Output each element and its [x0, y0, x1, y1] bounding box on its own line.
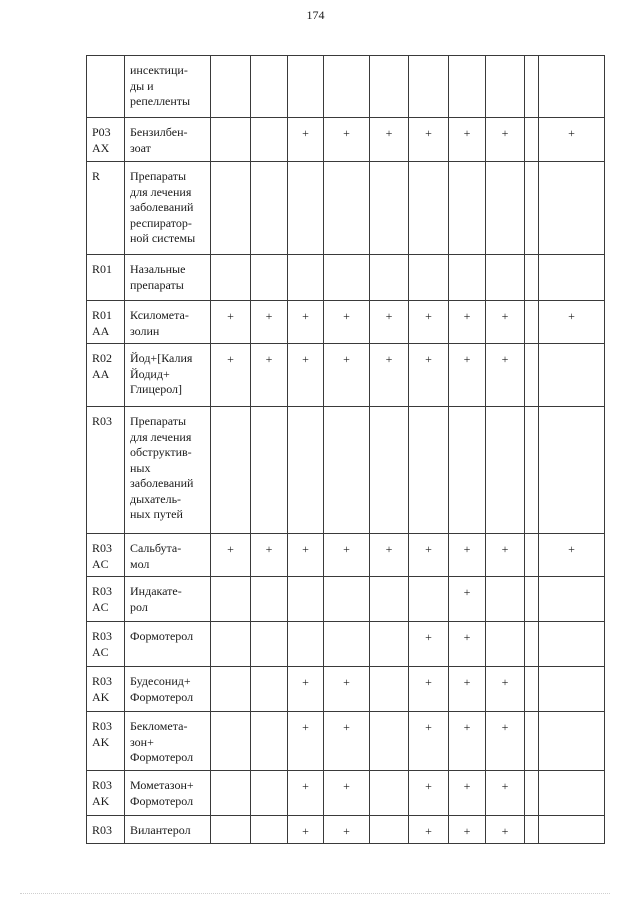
mark-cell: + [288, 667, 324, 712]
mark-cell [525, 56, 539, 118]
table-row [87, 667, 605, 712]
mark-cell: + [324, 344, 370, 407]
mark-cell: + [486, 771, 525, 816]
mark-cell: + [486, 344, 525, 407]
mark-cell [486, 577, 525, 622]
mark-cell: + [409, 622, 449, 667]
atc-code-cell: R03 AK [87, 667, 125, 712]
mark-cell [251, 816, 288, 844]
table-row [87, 56, 605, 118]
mark-cell [324, 407, 370, 534]
mark-cell [525, 577, 539, 622]
mark-cell [525, 118, 539, 162]
table-row [87, 534, 605, 577]
table-row [87, 577, 605, 622]
scan-artifact-line [20, 893, 610, 894]
mark-cell: + [211, 534, 251, 577]
mark-cell [486, 162, 525, 255]
mark-cell [251, 118, 288, 162]
mark-cell [288, 407, 324, 534]
atc-code-cell: P03 AX [87, 118, 125, 162]
mark-cell: + [409, 816, 449, 844]
mark-cell: + [449, 301, 486, 344]
mark-cell: + [251, 344, 288, 407]
mark-cell [211, 816, 251, 844]
atc-code-cell: R01 AA [87, 301, 125, 344]
mark-cell [370, 667, 409, 712]
mark-cell [539, 344, 605, 407]
mark-cell: + [211, 344, 251, 407]
mark-cell [251, 712, 288, 771]
mark-cell [251, 771, 288, 816]
mark-cell [251, 577, 288, 622]
atc-code-cell: R03 AC [87, 534, 125, 577]
drug-name-cell: Назальные препараты [125, 255, 211, 301]
mark-cell: + [409, 344, 449, 407]
mark-cell: + [539, 301, 605, 344]
mark-cell: + [324, 534, 370, 577]
mark-cell [539, 407, 605, 534]
atc-code-cell: R03 AC [87, 577, 125, 622]
drug-name-cell: Мометазон+ Формотерол [125, 771, 211, 816]
mark-cell [525, 255, 539, 301]
mark-cell [539, 577, 605, 622]
mark-cell: + [486, 534, 525, 577]
mark-cell: + [486, 118, 525, 162]
mark-cell [449, 162, 486, 255]
atc-code-cell: R [87, 162, 125, 255]
mark-cell [211, 622, 251, 667]
mark-cell: + [486, 712, 525, 771]
mark-cell [324, 255, 370, 301]
mark-cell [525, 712, 539, 771]
mark-cell [370, 771, 409, 816]
table-row [87, 407, 605, 534]
mark-cell [211, 667, 251, 712]
table-row [87, 118, 605, 162]
mark-cell: + [324, 816, 370, 844]
mark-cell [539, 162, 605, 255]
drug-name-cell: инсектици- ды и репелленты [125, 56, 211, 118]
mark-cell [211, 255, 251, 301]
mark-cell [370, 255, 409, 301]
mark-cell: + [211, 301, 251, 344]
mark-cell: + [324, 771, 370, 816]
atc-code-cell: R03 [87, 407, 125, 534]
mark-cell: + [370, 118, 409, 162]
drug-name-cell: Индакате- рол [125, 577, 211, 622]
mark-cell: + [449, 622, 486, 667]
mark-cell [288, 255, 324, 301]
mark-cell: + [449, 534, 486, 577]
mark-cell: + [288, 344, 324, 407]
table-row [87, 816, 605, 844]
atc-code-cell [87, 56, 125, 118]
mark-cell [449, 407, 486, 534]
mark-cell: + [449, 771, 486, 816]
mark-cell [525, 622, 539, 667]
mark-cell [251, 255, 288, 301]
mark-cell: + [370, 534, 409, 577]
mark-cell: + [409, 771, 449, 816]
mark-cell: + [409, 712, 449, 771]
mark-cell [525, 816, 539, 844]
drug-name-cell: Бекломета- зон+ Формотерол [125, 712, 211, 771]
drug-name-cell: Будесонид+ Формотерол [125, 667, 211, 712]
table-row [87, 301, 605, 344]
mark-cell: + [370, 301, 409, 344]
mark-cell [251, 162, 288, 255]
mark-cell [370, 56, 409, 118]
mark-cell [324, 622, 370, 667]
atc-code-cell: R02 AA [87, 344, 125, 407]
mark-cell [539, 255, 605, 301]
mark-cell [525, 534, 539, 577]
mark-cell: + [409, 118, 449, 162]
mark-cell [211, 771, 251, 816]
drug-name-cell: Йод+[Калия Йодид+ Глицерол] [125, 344, 211, 407]
mark-cell: + [288, 534, 324, 577]
drug-table [86, 55, 605, 844]
mark-cell: + [539, 118, 605, 162]
mark-cell [525, 301, 539, 344]
drug-name-cell: Сальбута- мол [125, 534, 211, 577]
mark-cell [449, 56, 486, 118]
mark-cell [409, 407, 449, 534]
drug-name-cell: Вилантерол [125, 816, 211, 844]
mark-cell [370, 162, 409, 255]
mark-cell [525, 344, 539, 407]
table-row [87, 162, 605, 255]
mark-cell [211, 162, 251, 255]
mark-cell: + [324, 712, 370, 771]
mark-cell [525, 667, 539, 712]
table-row [87, 771, 605, 816]
mark-cell [539, 56, 605, 118]
mark-cell [486, 255, 525, 301]
mark-cell [211, 407, 251, 534]
atc-code-cell: R03 AK [87, 712, 125, 771]
table-row [87, 344, 605, 407]
mark-cell [486, 407, 525, 534]
mark-cell [539, 622, 605, 667]
drug-name-cell: Формотерол [125, 622, 211, 667]
mark-cell [324, 162, 370, 255]
mark-cell: + [324, 118, 370, 162]
mark-cell: + [288, 118, 324, 162]
atc-code-cell: R03 [87, 816, 125, 844]
mark-cell: + [449, 118, 486, 162]
mark-cell [288, 162, 324, 255]
drug-name-cell: Препараты для лечения заболеваний респиратор- ной системы [125, 162, 211, 255]
mark-cell: + [251, 301, 288, 344]
drug-table-body [87, 56, 605, 844]
mark-cell: + [449, 712, 486, 771]
mark-cell [370, 407, 409, 534]
mark-cell [288, 56, 324, 118]
mark-cell [324, 577, 370, 622]
mark-cell [211, 56, 251, 118]
table-row [87, 255, 605, 301]
mark-cell: + [449, 577, 486, 622]
mark-cell [251, 667, 288, 712]
mark-cell [251, 407, 288, 534]
mark-cell: + [288, 301, 324, 344]
mark-cell [539, 816, 605, 844]
mark-cell [288, 577, 324, 622]
table-row [87, 622, 605, 667]
mark-cell: + [409, 534, 449, 577]
atc-code-cell: R03 AK [87, 771, 125, 816]
drug-name-cell: Ксиломета- золин [125, 301, 211, 344]
mark-cell: + [409, 667, 449, 712]
mark-cell [370, 577, 409, 622]
mark-cell: + [449, 344, 486, 407]
mark-cell [409, 162, 449, 255]
drug-name-cell: Препараты для лечения обструктив- ных заболеваний дыхатель- ных путей [125, 407, 211, 534]
mark-cell [370, 712, 409, 771]
drug-name-cell: Бензилбен- зоат [125, 118, 211, 162]
mark-cell: + [251, 534, 288, 577]
mark-cell [370, 622, 409, 667]
mark-cell [486, 56, 525, 118]
atc-code-cell: R01 [87, 255, 125, 301]
mark-cell: + [486, 667, 525, 712]
mark-cell [324, 56, 370, 118]
mark-cell: + [486, 816, 525, 844]
mark-cell: + [324, 667, 370, 712]
mark-cell [409, 255, 449, 301]
mark-cell [525, 771, 539, 816]
mark-cell [449, 255, 486, 301]
mark-cell [370, 816, 409, 844]
mark-cell: + [288, 816, 324, 844]
atc-code-cell: R03 AC [87, 622, 125, 667]
mark-cell [525, 407, 539, 534]
mark-cell: + [324, 301, 370, 344]
mark-cell [525, 162, 539, 255]
mark-cell: + [288, 712, 324, 771]
mark-cell: + [449, 667, 486, 712]
mark-cell: + [288, 771, 324, 816]
mark-cell [211, 577, 251, 622]
mark-cell [539, 712, 605, 771]
mark-cell [251, 622, 288, 667]
mark-cell [251, 56, 288, 118]
page-number: 174 [306, 8, 325, 22]
mark-cell: + [409, 301, 449, 344]
mark-cell: + [486, 301, 525, 344]
mark-cell [409, 56, 449, 118]
mark-cell: + [370, 344, 409, 407]
mark-cell [288, 622, 324, 667]
mark-cell [211, 712, 251, 771]
mark-cell: + [539, 534, 605, 577]
mark-cell [211, 118, 251, 162]
mark-cell [486, 622, 525, 667]
mark-cell [409, 577, 449, 622]
mark-cell [539, 667, 605, 712]
mark-cell [539, 771, 605, 816]
table-row [87, 712, 605, 771]
mark-cell: + [449, 816, 486, 844]
